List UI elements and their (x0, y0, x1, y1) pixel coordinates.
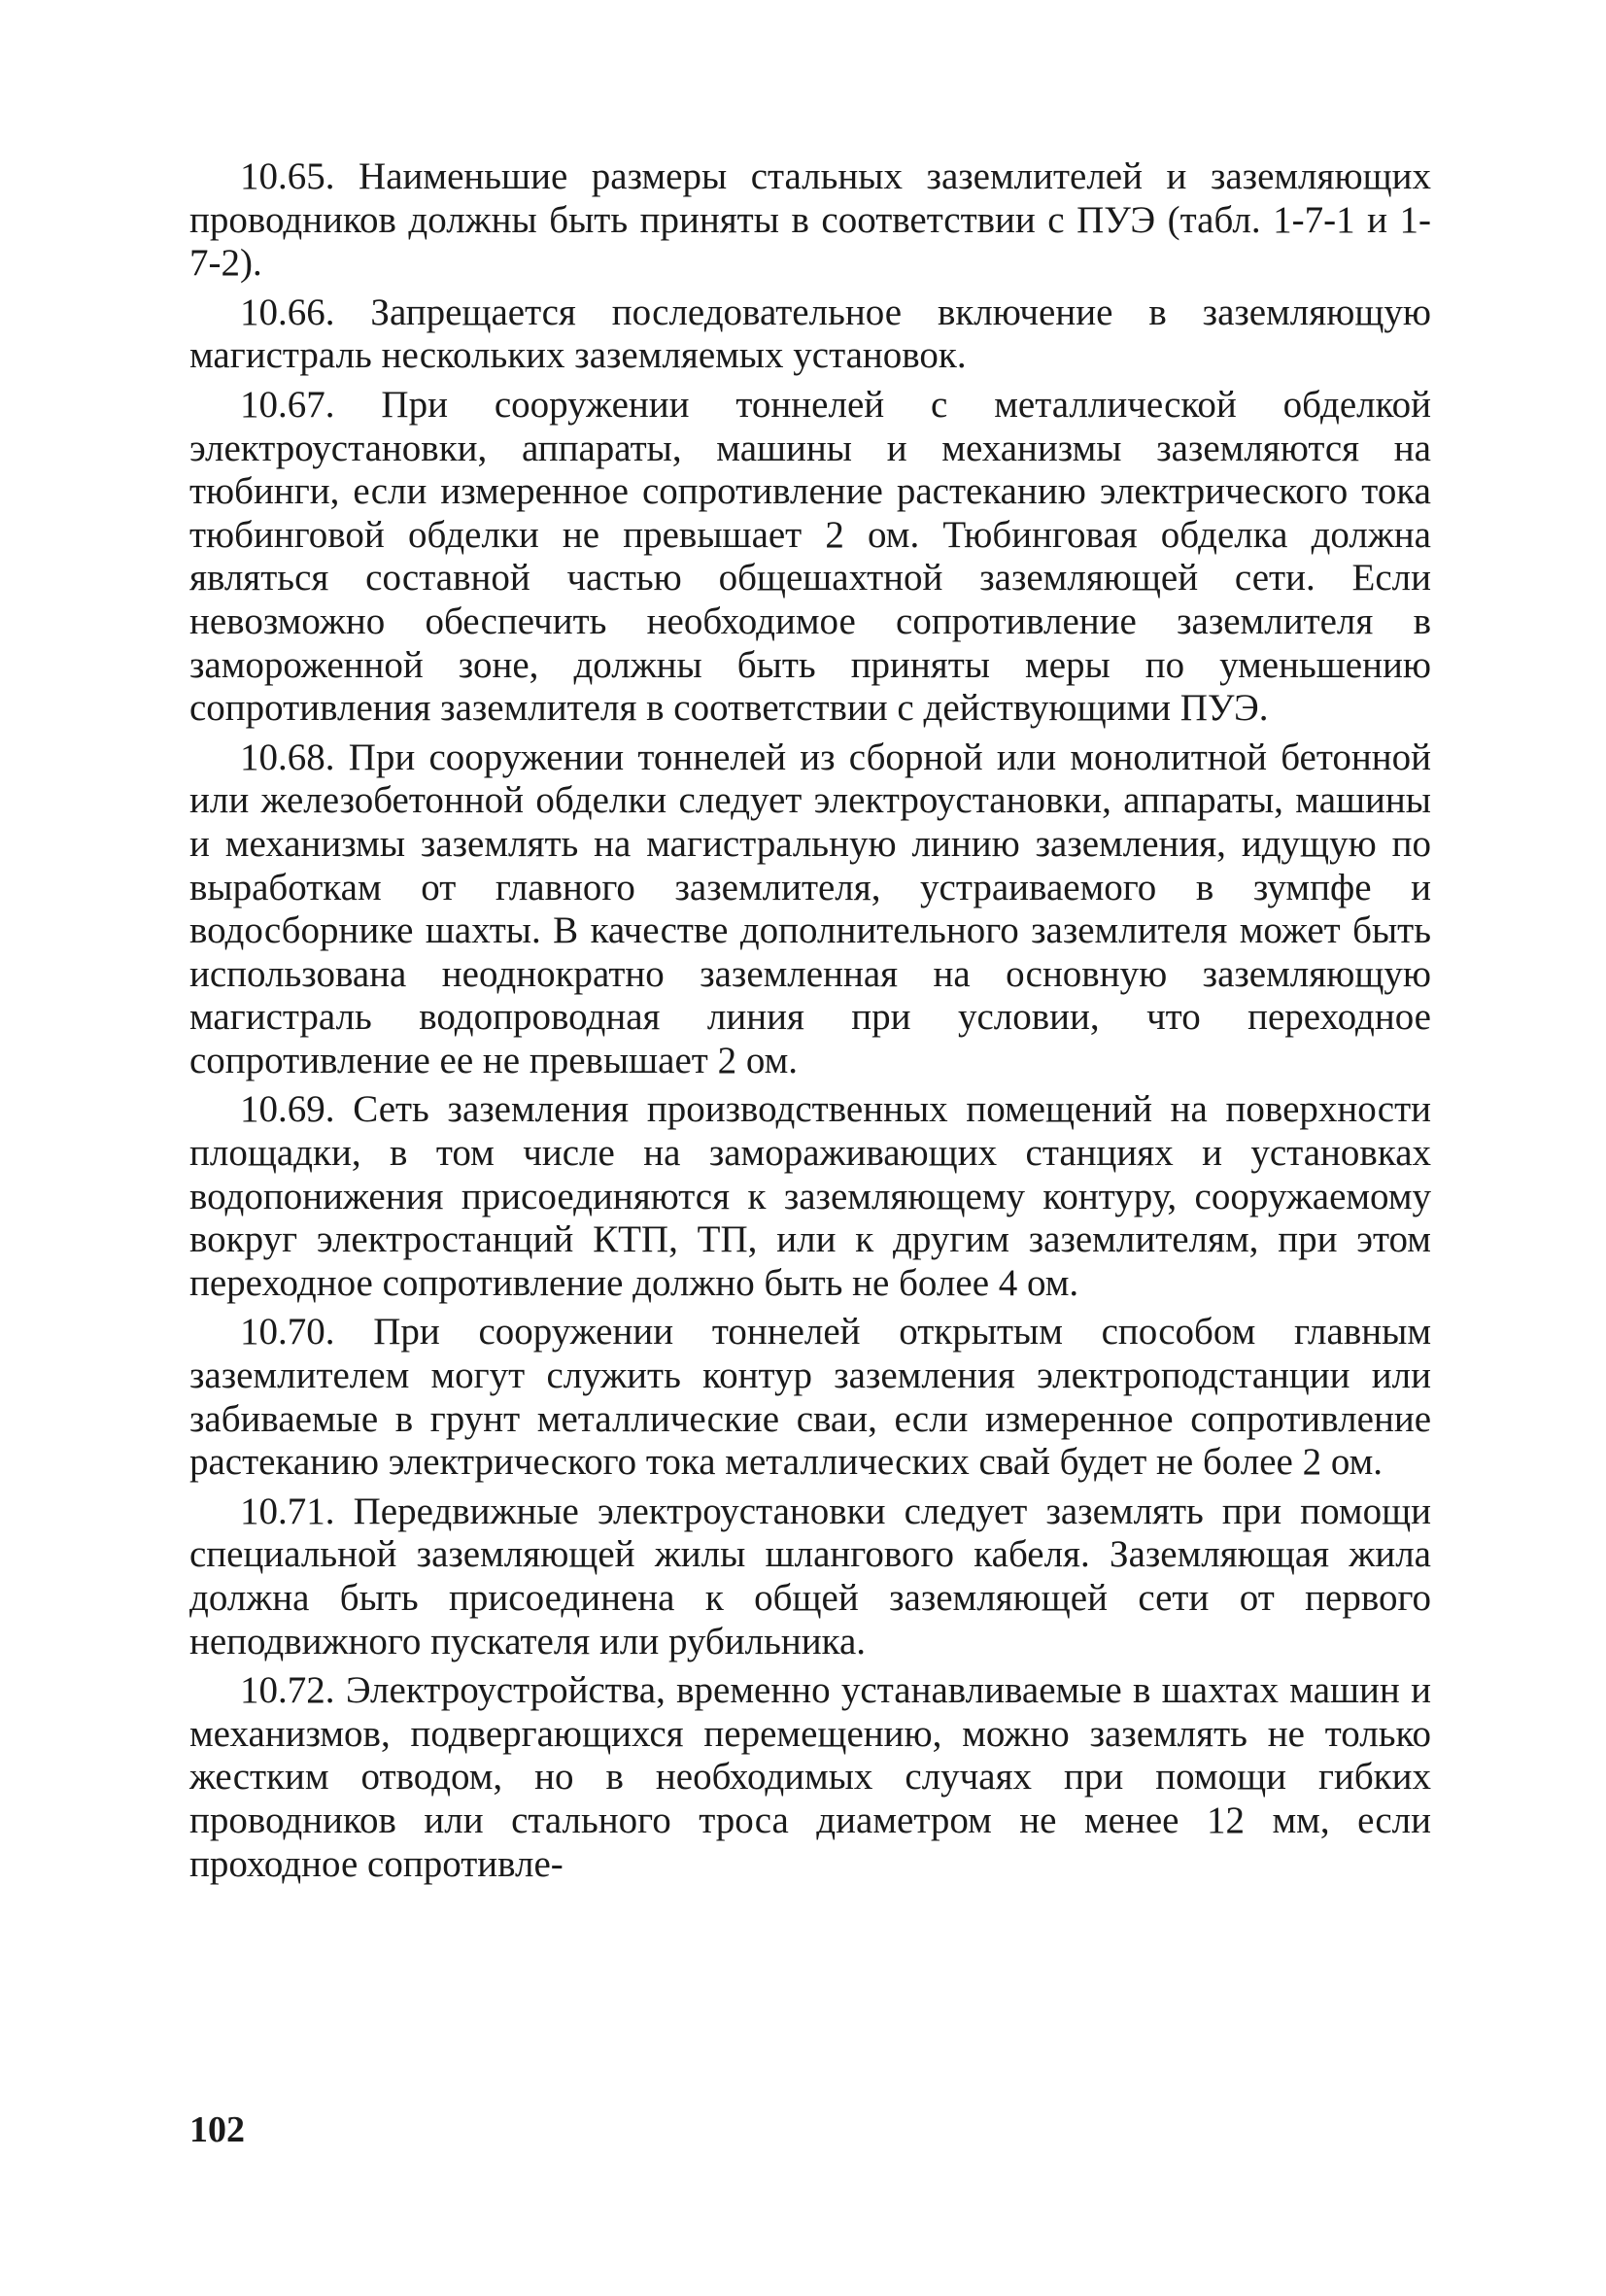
paragraph-10-71 (189, 1491, 1431, 1663)
paragraph-number: 10.66. (240, 291, 335, 333)
paragraph-text: При сооружении тоннелей с металлической обделкой электроустановки, аппараты, машины и механизмы заземляются на тюбинги, если измеренное сопротивление растеканию электрического тока тюбинговой обделки не превышает 2 ом. Тюбинговая обделка должна являться составной частью общешахтной заземляющей сети. Если невозможно обеспечить необходимое сопротивление заземлителя в замороженной зоне, должны быть приняты меры по уменьшению сопротивления заземлителя в соответствии с действующими ПУЭ. (189, 383, 1431, 730)
paragraph-text: Сеть заземления производственных помещений на поверхности площадки, в том числе на замораживающих станциях и установках водопонижения присоединяются к заземляющему контуру, сооружаемому вокруг электростанций КТП, ТП, или к другим заземлителям, при этом переходное сопротивление должно быть не более 4 ом. (189, 1088, 1431, 1304)
paragraph-10-69 (189, 1088, 1431, 1305)
paragraph-10-66 (189, 291, 1431, 378)
paragraph-number: 10.65. (240, 155, 335, 197)
paragraph-number: 10.71. (240, 1490, 335, 1532)
paragraph-text: При сооружении тоннелей из сборной или монолитной бетонной или железобетонной обделки следует электроустановки, аппараты, машины и механизмы заземлять на магистральную линию заземления, идущую по выработкам от главного заземлителя, устраиваемого в зумпфе и водосборнике шахты. В качестве дополнительного заземлителя может быть использована неоднократно заземленная на основную заземляющую магистраль водопроводная линия при условии, что переходное сопротивление ее не превышает 2 ом. (189, 736, 1431, 1081)
paragraph-text: При сооружении тоннелей открытым способом главным заземлителем могут служить контур заземления электроподстанции или забиваемые в грунт металлические сваи, если измеренное сопротивление растеканию электрического тока металлических свай будет не более 2 ом. (189, 1311, 1431, 1484)
paragraph-number: 10.70. (240, 1311, 335, 1354)
paragraph-10-68 (189, 737, 1431, 1083)
paragraph-number: 10.68. (240, 736, 335, 778)
paragraph-number: 10.72. (240, 1669, 335, 1712)
paragraph-text: Наименьшие размеры стальных заземлителей и заземляющих проводников должны быть приняты в соответствии с ПУЭ (табл. 1-7-1 и 1-7-2). (189, 155, 1431, 285)
paragraph-10-65 (189, 155, 1431, 286)
paragraph-text: Передвижные электроустановки следует заземлять при помощи специальной заземляющей жилы шлангового кабеля. Заземляющая жила должна быть присоединена к общей заземляющей сети от первого неподвижного пускателя или рубильника. (189, 1490, 1431, 1662)
paragraph-10-67 (189, 384, 1431, 731)
page-number: 102 (189, 2109, 245, 2150)
paragraph-text: Электроустройства, временно устанавливаемые в шахтах машин и механизмов, подвергающихся перемещению, можно заземлять не только жестким отводом, но в необходимых случаях при помощи гибких проводников или стального троса диаметром не менее 12 мм, если проходное сопротивле- (189, 1669, 1431, 1885)
document-body (189, 155, 1431, 1892)
paragraph-number: 10.67. (240, 383, 335, 426)
paragraph-10-72 (189, 1669, 1431, 1886)
paragraph-10-70 (189, 1311, 1431, 1484)
paragraph-text: Запрещается последовательное включение в заземляющую магистраль нескольких заземляемых установок. (189, 291, 1431, 377)
paragraph-number: 10.69. (240, 1088, 335, 1131)
